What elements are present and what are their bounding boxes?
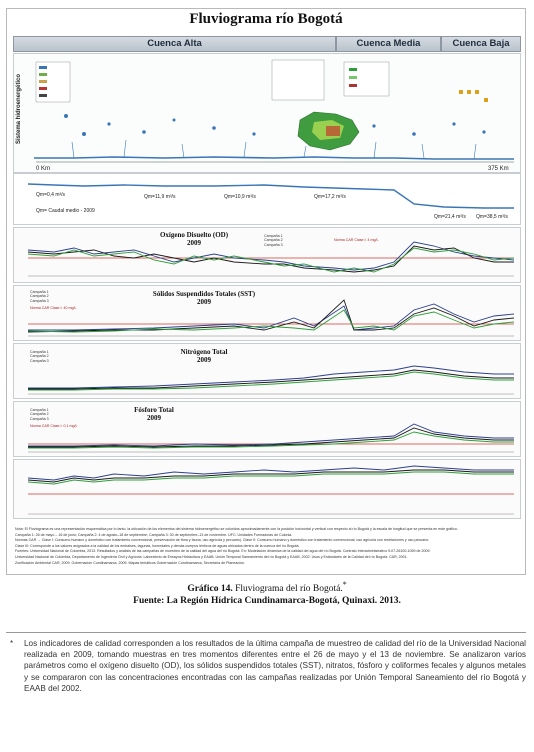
source-text: La Región Hídrica Cundinamarca-Bogotá, Quinaxi. 2013.	[164, 596, 401, 607]
chart-nitrogen-year: 2009	[197, 356, 211, 364]
chart-phosphorus-legend: Campaña 1 Campaña 2 Campaña 3	[30, 408, 49, 421]
footnote-divider	[6, 632, 526, 633]
km-start-label: 0 Km	[36, 166, 51, 172]
region-cuenca-baja: Cuenca Baja	[441, 36, 521, 52]
flow-label-6: Qm=38,5 m³/s	[476, 214, 508, 220]
footnote-mark: *	[10, 639, 14, 648]
figure-notes: Nota: El Fluviograma es una representación esquemática por lo tanto, la ubicación de los elementos del sistema hidroenergético se coloridos aproximadamente con la posición horizontal y vertical con respecto al río Bogotá y la escala de longitud que se presenta en este gráfico. Campaña 1: 26 de mayo – 16 de junio; Campaña 2: 4 de agosto–18 de septiembre; Campaña 3: 30 de septiembre–13 de noviembre. UFC: Unidades Formadoras de Colonia. Normas CAR → Clase I: Consumo humano y doméstico con tratamiento convencional, preservación de flora y fauna, uso agrícola y pecuario). Clase II: Consumo humano y doméstico con tratamiento convencional, uso agrícola con restricciones y uso pecuario. Clase III: Corresponde a los valores asignados a la calidad de los embalses, lagunas, humedales y demás cuerpos lénticos de aguas ubicados dentro de la cuenca del río Bogotá. Fuentes: Universidad Nacional de Colombia, 2013. Resultados y análisis de las campañas de muestreo de la calidad del agua del río Bogotá. En: Modelación dinámica de la calidad del agua del río Bogotá. Contrato Interadministrativo 9-07-26100-1059 de 2009. Universidad Nacional de Colombia, Departamento de Ingeniería Civil y Agrícola. Laboratorio de Ensayos Hidráulicos y EAAB. Unión Temporal Saneamiento del río Bogotá y EAAB, 2002. Usos y Estándares de la Calidad del río Bogotá. CAR, 2001. Zonificación Ambiental CAR, 2009. Gobernación Cundinamarca, 2009. Mapas temáticos Gobernación Cundinamarca, Secretaría de Planeación.	[15, 527, 458, 565]
flow-legend: Qm= Caudal medio - 2009	[36, 208, 95, 214]
y-axis-label: Sistema hidroenergético	[16, 73, 22, 144]
region-cuenca-alta: Cuenca Alta	[13, 36, 336, 52]
chart-phosphorus-title: Fósforo Total	[134, 406, 174, 414]
chart-sst-year: 2009	[197, 298, 211, 306]
caption-text: Fluviograma del río Bogotá.	[232, 584, 343, 595]
chart-phosphorus-year: 2009	[147, 414, 161, 422]
figure-caption	[0, 579, 534, 607]
schematic-map	[14, 54, 520, 172]
chart-sst-limit-label: Norma CAR Clase I: 40 mg/L	[30, 306, 77, 310]
chart-phosphorus	[13, 401, 521, 457]
chart-od-title: Oxígeno Disuelto (OD)	[159, 231, 229, 239]
region-cuenca-media: Cuenca Media	[336, 36, 441, 52]
chart-nitrogen-legend: Campaña 1 Campaña 2 Campaña 3	[30, 350, 49, 363]
chart-nitrogen-plot	[14, 344, 520, 398]
footnote	[10, 638, 526, 694]
flow-panel	[13, 173, 521, 225]
chart-od-plot	[14, 228, 520, 282]
chart-sst	[13, 285, 521, 341]
chart-od	[13, 227, 521, 283]
chart-nitrogen-title: Nitrógeno Total	[180, 348, 228, 356]
chart-sst-legend: Campaña 1 Campaña 2 Campaña 3	[30, 290, 49, 303]
flow-label-5: Qm=21,4 m³/s	[434, 214, 466, 220]
flow-label-4: Qm=17,2 m³/s	[314, 194, 346, 200]
flow-label-3: Qm=10,9 m³/s	[224, 194, 256, 200]
chart-sst-title: Sólidos Suspendidos Totales (SST)	[152, 290, 256, 298]
chart-phosphorus-limit-label: Norma CAR Clase I: 0,1 mg/L	[30, 424, 78, 428]
figure-title: Fluviograma río Bogotá	[189, 11, 343, 27]
chart-coliform-plot	[14, 460, 520, 518]
chart-nitrogen	[13, 343, 521, 399]
caption-label: Gráfico 14.	[187, 584, 233, 595]
river-line	[34, 157, 514, 159]
chart-phosphorus-plot	[14, 402, 520, 456]
chart-coliform	[13, 459, 521, 519]
flow-label-2: Qm=11,9 m³/s	[144, 194, 176, 200]
km-end-label: 375 Km	[488, 166, 509, 172]
schematic-map-panel	[13, 53, 521, 173]
fluviogram-figure	[6, 8, 526, 575]
chart-od-year: 2009	[187, 239, 201, 247]
source-label: Fuente:	[133, 596, 165, 607]
caption-mark: *	[342, 580, 347, 589]
flow-profile	[14, 174, 520, 224]
flow-label-1: Qm=0,4 m³/s	[36, 192, 66, 198]
chart-od-legend: Campaña 1 Campaña 2 Campaña 3	[264, 234, 283, 247]
chart-sst-plot	[14, 286, 520, 340]
chart-od-limit-label: Norma CAR Clase I: 4 mg/L	[334, 238, 379, 242]
footnote-text: Los indicadores de calidad corresponden a los resultados de la última campaña de muestreo de calidad del río de la Universidad Nacional realizada en 2009, tomando muestras en tres momentos diferentes entre el 26 de mayo y el 13 de noviembre. Se analizaron varios parámetros como el oxígeno disuelto (OD), los sólidos suspendidos totales (SST), nitratos, fósforo y coliformes fecales y algunos metales y se compararon con las concentraciones encontradas con las campañas realizadas por Unión Temporal Saneamiento del río Bogotá y EAAB del 2002.	[24, 639, 526, 693]
